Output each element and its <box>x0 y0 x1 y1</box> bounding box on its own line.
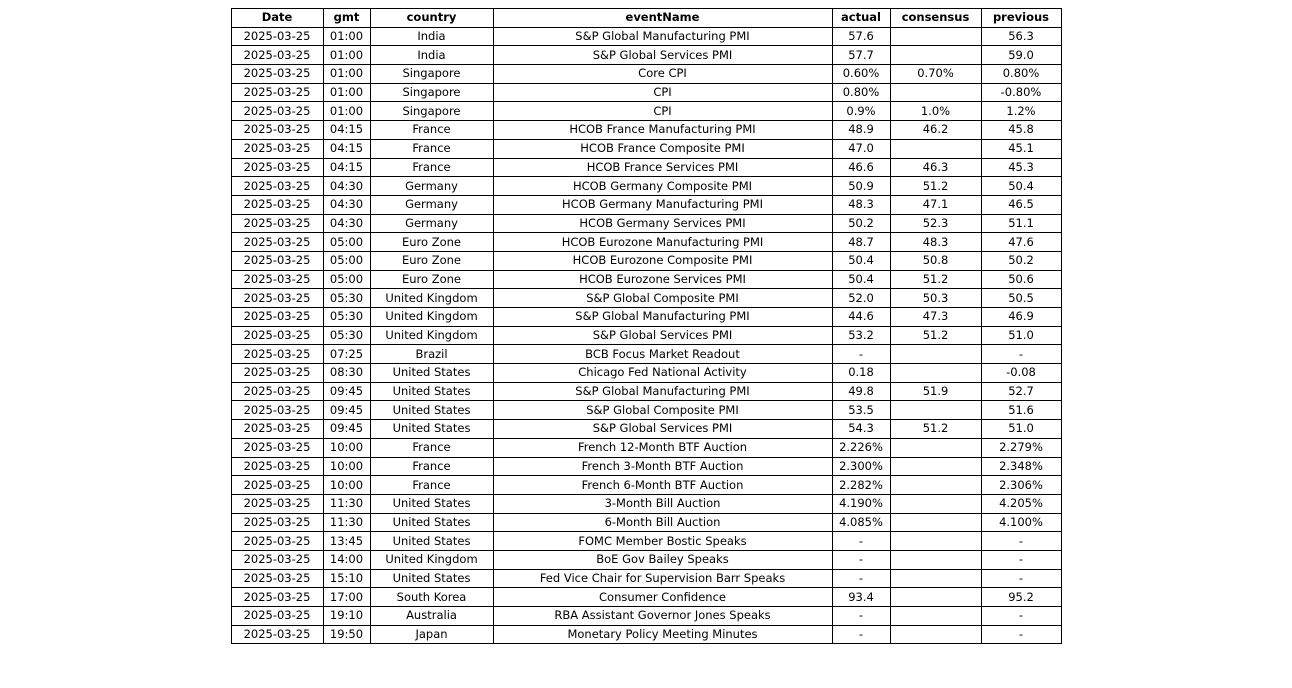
cell-country: United States <box>370 494 493 513</box>
cell-country: United Kingdom <box>370 308 493 327</box>
table-row <box>231 308 1061 327</box>
cell-consensus <box>890 625 981 644</box>
cell-actual: 57.6 <box>832 27 890 46</box>
cell-gmt: 01:00 <box>323 27 370 46</box>
cell-country: United States <box>370 513 493 532</box>
cell-date: 2025-03-25 <box>231 550 323 569</box>
cell-country: India <box>370 27 493 46</box>
column-header-actual: actual <box>832 9 890 28</box>
cell-gmt: 19:50 <box>323 625 370 644</box>
cell-gmt: 01:00 <box>323 83 370 102</box>
cell-country: India <box>370 46 493 65</box>
cell-country: Germany <box>370 177 493 196</box>
cell-country: France <box>370 139 493 158</box>
cell-date: 2025-03-25 <box>231 438 323 457</box>
cell-date: 2025-03-25 <box>231 494 323 513</box>
cell-country: South Korea <box>370 588 493 607</box>
table-row <box>231 158 1061 177</box>
cell-date: 2025-03-25 <box>231 289 323 308</box>
cell-consensus: 0.70% <box>890 65 981 84</box>
cell-actual: 57.7 <box>832 46 890 65</box>
cell-event-name: HCOB France Composite PMI <box>493 139 832 158</box>
cell-date: 2025-03-25 <box>231 532 323 551</box>
table-row <box>231 345 1061 364</box>
cell-event-name: HCOB Eurozone Manufacturing PMI <box>493 233 832 252</box>
cell-previous: 47.6 <box>981 233 1061 252</box>
cell-gmt: 11:30 <box>323 494 370 513</box>
table-row <box>231 401 1061 420</box>
cell-consensus: 51.9 <box>890 382 981 401</box>
cell-date: 2025-03-25 <box>231 158 323 177</box>
table-row <box>231 382 1061 401</box>
cell-gmt: 05:00 <box>323 270 370 289</box>
cell-consensus <box>890 364 981 383</box>
table-row <box>231 364 1061 383</box>
cell-previous: 1.2% <box>981 102 1061 121</box>
table-row <box>231 457 1061 476</box>
cell-gmt: 09:45 <box>323 420 370 439</box>
cell-date: 2025-03-25 <box>231 326 323 345</box>
cell-country: France <box>370 121 493 140</box>
cell-actual: 52.0 <box>832 289 890 308</box>
table-row <box>231 476 1061 495</box>
cell-gmt: 05:00 <box>323 251 370 270</box>
cell-date: 2025-03-25 <box>231 625 323 644</box>
table-row <box>231 569 1061 588</box>
cell-consensus <box>890 345 981 364</box>
cell-actual: 0.60% <box>832 65 890 84</box>
cell-event-name: HCOB Eurozone Composite PMI <box>493 251 832 270</box>
cell-actual: - <box>832 625 890 644</box>
table-row <box>231 139 1061 158</box>
cell-actual: 2.282% <box>832 476 890 495</box>
cell-date: 2025-03-25 <box>231 65 323 84</box>
cell-event-name: HCOB France Services PMI <box>493 158 832 177</box>
cell-consensus: 48.3 <box>890 233 981 252</box>
cell-country: United Kingdom <box>370 326 493 345</box>
cell-date: 2025-03-25 <box>231 401 323 420</box>
cell-gmt: 05:30 <box>323 289 370 308</box>
cell-actual: 0.18 <box>832 364 890 383</box>
cell-actual: 54.3 <box>832 420 890 439</box>
cell-previous: - <box>981 532 1061 551</box>
header-row <box>231 9 1061 28</box>
table-row <box>231 625 1061 644</box>
cell-date: 2025-03-25 <box>231 214 323 233</box>
cell-consensus <box>890 513 981 532</box>
cell-previous: 50.4 <box>981 177 1061 196</box>
cell-previous: - <box>981 569 1061 588</box>
cell-event-name: S&P Global Composite PMI <box>493 401 832 420</box>
cell-country: Brazil <box>370 345 493 364</box>
cell-date: 2025-03-25 <box>231 588 323 607</box>
cell-country: United States <box>370 569 493 588</box>
table-row <box>231 532 1061 551</box>
cell-gmt: 09:45 <box>323 401 370 420</box>
cell-actual: 48.9 <box>832 121 890 140</box>
cell-date: 2025-03-25 <box>231 195 323 214</box>
cell-actual: 50.4 <box>832 270 890 289</box>
cell-previous: 46.5 <box>981 195 1061 214</box>
cell-previous: 95.2 <box>981 588 1061 607</box>
cell-consensus <box>890 494 981 513</box>
cell-actual: 48.3 <box>832 195 890 214</box>
table-row <box>231 65 1061 84</box>
cell-previous: 4.100% <box>981 513 1061 532</box>
cell-previous: 2.348% <box>981 457 1061 476</box>
cell-event-name: 3-Month Bill Auction <box>493 494 832 513</box>
cell-event-name: 6-Month Bill Auction <box>493 513 832 532</box>
cell-event-name: S&P Global Services PMI <box>493 46 832 65</box>
cell-date: 2025-03-25 <box>231 251 323 270</box>
cell-country: United States <box>370 532 493 551</box>
cell-previous: -0.80% <box>981 83 1061 102</box>
cell-consensus <box>890 588 981 607</box>
cell-consensus <box>890 46 981 65</box>
cell-consensus: 51.2 <box>890 420 981 439</box>
cell-date: 2025-03-25 <box>231 382 323 401</box>
cell-date: 2025-03-25 <box>231 83 323 102</box>
cell-event-name: Core CPI <box>493 65 832 84</box>
cell-date: 2025-03-25 <box>231 364 323 383</box>
cell-country: United States <box>370 364 493 383</box>
cell-previous: 2.279% <box>981 438 1061 457</box>
cell-previous: 59.0 <box>981 46 1061 65</box>
cell-actual: 4.190% <box>832 494 890 513</box>
cell-consensus: 51.2 <box>890 270 981 289</box>
cell-date: 2025-03-25 <box>231 513 323 532</box>
cell-event-name: French 12-Month BTF Auction <box>493 438 832 457</box>
cell-consensus <box>890 569 981 588</box>
cell-actual: - <box>832 345 890 364</box>
cell-actual: 93.4 <box>832 588 890 607</box>
cell-consensus: 52.3 <box>890 214 981 233</box>
cell-gmt: 05:00 <box>323 233 370 252</box>
cell-actual: 44.6 <box>832 308 890 327</box>
cell-country: France <box>370 158 493 177</box>
table-row <box>231 420 1061 439</box>
cell-consensus <box>890 607 981 626</box>
cell-date: 2025-03-25 <box>231 102 323 121</box>
table-row <box>231 233 1061 252</box>
cell-country: United Kingdom <box>370 289 493 308</box>
cell-date: 2025-03-25 <box>231 607 323 626</box>
cell-actual: 48.7 <box>832 233 890 252</box>
cell-actual: 50.4 <box>832 251 890 270</box>
cell-previous: 51.6 <box>981 401 1061 420</box>
cell-previous: 56.3 <box>981 27 1061 46</box>
cell-date: 2025-03-25 <box>231 569 323 588</box>
cell-actual: 47.0 <box>832 139 890 158</box>
cell-event-name: S&P Global Composite PMI <box>493 289 832 308</box>
cell-event-name: HCOB Germany Manufacturing PMI <box>493 195 832 214</box>
cell-event-name: HCOB Germany Services PMI <box>493 214 832 233</box>
cell-event-name: Chicago Fed National Activity <box>493 364 832 383</box>
cell-gmt: 04:15 <box>323 158 370 177</box>
cell-previous: - <box>981 607 1061 626</box>
cell-consensus <box>890 139 981 158</box>
table-row <box>231 588 1061 607</box>
cell-gmt: 08:30 <box>323 364 370 383</box>
economic-calendar-table <box>231 8 1062 644</box>
column-header-event-name: eventName <box>493 9 832 28</box>
cell-gmt: 01:00 <box>323 46 370 65</box>
cell-gmt: 04:15 <box>323 139 370 158</box>
cell-gmt: 05:30 <box>323 326 370 345</box>
cell-date: 2025-03-25 <box>231 177 323 196</box>
cell-consensus <box>890 532 981 551</box>
cell-country: Germany <box>370 214 493 233</box>
cell-event-name: S&P Global Manufacturing PMI <box>493 27 832 46</box>
cell-actual: 2.226% <box>832 438 890 457</box>
table-row <box>231 607 1061 626</box>
cell-consensus: 50.3 <box>890 289 981 308</box>
cell-actual: 0.9% <box>832 102 890 121</box>
cell-country: Euro Zone <box>370 251 493 270</box>
cell-actual: 2.300% <box>832 457 890 476</box>
cell-previous: 0.80% <box>981 65 1061 84</box>
column-header-country: country <box>370 9 493 28</box>
cell-consensus: 46.2 <box>890 121 981 140</box>
table-row <box>231 102 1061 121</box>
cell-actual: - <box>832 532 890 551</box>
column-header-gmt: gmt <box>323 9 370 28</box>
cell-country: United States <box>370 420 493 439</box>
cell-consensus: 1.0% <box>890 102 981 121</box>
cell-event-name: Monetary Policy Meeting Minutes <box>493 625 832 644</box>
cell-event-name: HCOB Eurozone Services PMI <box>493 270 832 289</box>
cell-event-name: FOMC Member Bostic Speaks <box>493 532 832 551</box>
cell-event-name: RBA Assistant Governor Jones Speaks <box>493 607 832 626</box>
cell-gmt: 19:10 <box>323 607 370 626</box>
cell-event-name: French 6-Month BTF Auction <box>493 476 832 495</box>
table-row <box>231 46 1061 65</box>
cell-event-name: BCB Focus Market Readout <box>493 345 832 364</box>
cell-country: France <box>370 457 493 476</box>
cell-event-name: S&P Global Manufacturing PMI <box>493 308 832 327</box>
cell-consensus <box>890 476 981 495</box>
cell-previous: 52.7 <box>981 382 1061 401</box>
table-row <box>231 289 1061 308</box>
table-row <box>231 438 1061 457</box>
column-header-consensus: consensus <box>890 9 981 28</box>
cell-date: 2025-03-25 <box>231 46 323 65</box>
cell-country: Euro Zone <box>370 270 493 289</box>
table-row <box>231 251 1061 270</box>
cell-event-name: S&P Global Services PMI <box>493 420 832 439</box>
cell-previous: 45.1 <box>981 139 1061 158</box>
table-row <box>231 326 1061 345</box>
cell-consensus: 47.3 <box>890 308 981 327</box>
cell-consensus: 51.2 <box>890 326 981 345</box>
cell-previous: 50.5 <box>981 289 1061 308</box>
cell-gmt: 09:45 <box>323 382 370 401</box>
table-row <box>231 177 1061 196</box>
cell-date: 2025-03-25 <box>231 457 323 476</box>
cell-actual: 50.9 <box>832 177 890 196</box>
cell-gmt: 04:30 <box>323 214 370 233</box>
table-row <box>231 494 1061 513</box>
cell-consensus: 46.3 <box>890 158 981 177</box>
cell-date: 2025-03-25 <box>231 270 323 289</box>
cell-consensus <box>890 83 981 102</box>
cell-actual: 4.085% <box>832 513 890 532</box>
cell-gmt: 05:30 <box>323 308 370 327</box>
cell-country: France <box>370 438 493 457</box>
cell-actual: 53.5 <box>832 401 890 420</box>
table-row <box>231 270 1061 289</box>
cell-event-name: Fed Vice Chair for Supervision Barr Speaks <box>493 569 832 588</box>
table-row <box>231 121 1061 140</box>
cell-event-name: Consumer Confidence <box>493 588 832 607</box>
cell-country: United Kingdom <box>370 550 493 569</box>
cell-event-name: HCOB France Manufacturing PMI <box>493 121 832 140</box>
cell-event-name: S&P Global Manufacturing PMI <box>493 382 832 401</box>
cell-country: Singapore <box>370 65 493 84</box>
cell-country: Australia <box>370 607 493 626</box>
cell-event-name: HCOB Germany Composite PMI <box>493 177 832 196</box>
cell-previous: -0.08 <box>981 364 1061 383</box>
cell-gmt: 14:00 <box>323 550 370 569</box>
cell-gmt: 11:30 <box>323 513 370 532</box>
cell-consensus: 51.2 <box>890 177 981 196</box>
cell-date: 2025-03-25 <box>231 233 323 252</box>
cell-previous: 51.0 <box>981 326 1061 345</box>
cell-event-name: CPI <box>493 102 832 121</box>
cell-country: Germany <box>370 195 493 214</box>
cell-gmt: 17:00 <box>323 588 370 607</box>
cell-gmt: 04:30 <box>323 195 370 214</box>
cell-previous: 4.205% <box>981 494 1061 513</box>
cell-date: 2025-03-25 <box>231 345 323 364</box>
cell-gmt: 13:45 <box>323 532 370 551</box>
cell-actual: 49.8 <box>832 382 890 401</box>
cell-country: Singapore <box>370 83 493 102</box>
cell-gmt: 10:00 <box>323 476 370 495</box>
cell-event-name: CPI <box>493 83 832 102</box>
cell-date: 2025-03-25 <box>231 476 323 495</box>
cell-country: Japan <box>370 625 493 644</box>
cell-date: 2025-03-25 <box>231 121 323 140</box>
cell-date: 2025-03-25 <box>231 139 323 158</box>
table-row <box>231 214 1061 233</box>
cell-consensus <box>890 401 981 420</box>
cell-consensus <box>890 438 981 457</box>
table-row <box>231 83 1061 102</box>
cell-previous: 51.0 <box>981 420 1061 439</box>
cell-gmt: 10:00 <box>323 457 370 476</box>
cell-previous: 50.2 <box>981 251 1061 270</box>
cell-consensus <box>890 27 981 46</box>
table-row <box>231 195 1061 214</box>
cell-event-name: S&P Global Services PMI <box>493 326 832 345</box>
cell-date: 2025-03-25 <box>231 420 323 439</box>
cell-date: 2025-03-25 <box>231 27 323 46</box>
cell-previous: - <box>981 625 1061 644</box>
cell-gmt: 04:15 <box>323 121 370 140</box>
cell-previous: 45.3 <box>981 158 1061 177</box>
table-row <box>231 513 1061 532</box>
cell-previous: 46.9 <box>981 308 1061 327</box>
cell-previous: 2.306% <box>981 476 1061 495</box>
cell-consensus: 47.1 <box>890 195 981 214</box>
cell-actual: 53.2 <box>832 326 890 345</box>
cell-gmt: 04:30 <box>323 177 370 196</box>
cell-gmt: 01:00 <box>323 65 370 84</box>
cell-actual: 50.2 <box>832 214 890 233</box>
cell-previous: 45.8 <box>981 121 1061 140</box>
cell-country: United States <box>370 401 493 420</box>
cell-country: Singapore <box>370 102 493 121</box>
cell-country: France <box>370 476 493 495</box>
cell-event-name: BoE Gov Bailey Speaks <box>493 550 832 569</box>
cell-date: 2025-03-25 <box>231 308 323 327</box>
cell-consensus <box>890 457 981 476</box>
cell-actual: - <box>832 569 890 588</box>
cell-actual: - <box>832 607 890 626</box>
cell-event-name: French 3-Month BTF Auction <box>493 457 832 476</box>
cell-country: Euro Zone <box>370 233 493 252</box>
cell-previous: 51.1 <box>981 214 1061 233</box>
table-row <box>231 27 1061 46</box>
cell-country: United States <box>370 382 493 401</box>
cell-gmt: 15:10 <box>323 569 370 588</box>
cell-actual: 46.6 <box>832 158 890 177</box>
cell-actual: - <box>832 550 890 569</box>
cell-previous: 50.6 <box>981 270 1061 289</box>
cell-consensus: 50.8 <box>890 251 981 270</box>
column-header-date: Date <box>231 9 323 28</box>
cell-previous: - <box>981 550 1061 569</box>
cell-gmt: 10:00 <box>323 438 370 457</box>
cell-gmt: 07:25 <box>323 345 370 364</box>
cell-consensus <box>890 550 981 569</box>
table-row <box>231 550 1061 569</box>
cell-previous: - <box>981 345 1061 364</box>
column-header-previous: previous <box>981 9 1061 28</box>
cell-actual: 0.80% <box>832 83 890 102</box>
cell-gmt: 01:00 <box>323 102 370 121</box>
